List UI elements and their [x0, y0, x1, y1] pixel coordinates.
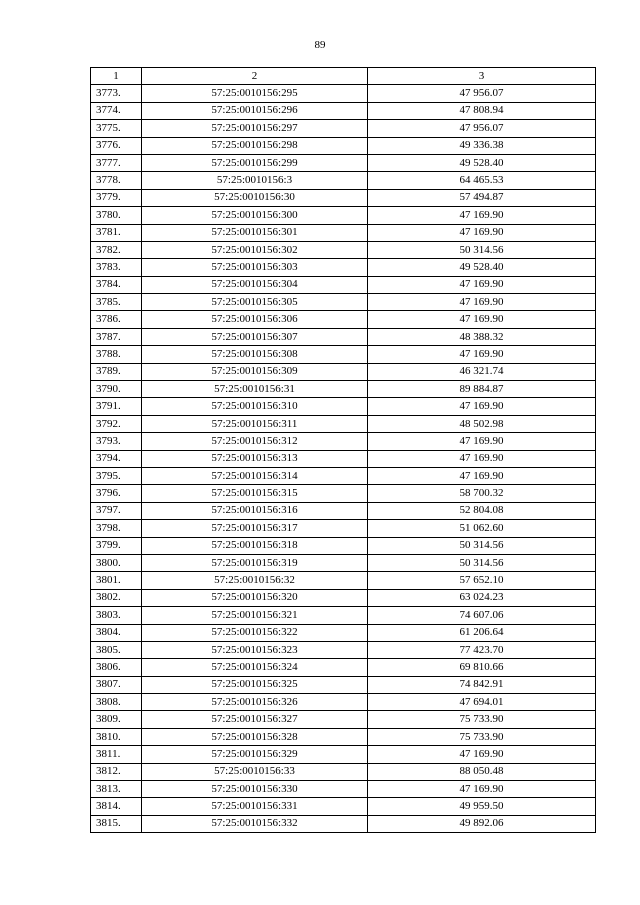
cadastral-number: 57:25:0010156:306 [142, 311, 368, 328]
row-number: 3791. [91, 398, 142, 415]
table-row [91, 102, 596, 119]
cadastral-value: 47 169.90 [368, 398, 596, 415]
cadastral-value: 50 314.56 [368, 554, 596, 571]
table-row [91, 346, 596, 363]
table-row [91, 815, 596, 832]
row-number: 3803. [91, 607, 142, 624]
cadastral-value: 47 169.90 [368, 224, 596, 241]
cadastral-number: 57:25:0010156:32 [142, 572, 368, 589]
table-row [91, 328, 596, 345]
row-number: 3793. [91, 433, 142, 450]
cadastral-number: 57:25:0010156:325 [142, 676, 368, 693]
cadastral-number: 57:25:0010156:326 [142, 694, 368, 711]
cadastral-value: 47 169.90 [368, 467, 596, 484]
cadastral-value: 74 842.91 [368, 676, 596, 693]
table-row [91, 276, 596, 293]
cadastral-value: 75 733.90 [368, 728, 596, 745]
row-number: 3795. [91, 467, 142, 484]
cadastral-value: 47 169.90 [368, 294, 596, 311]
table-row [91, 137, 596, 154]
table-row [91, 572, 596, 589]
row-number: 3790. [91, 381, 142, 398]
cadastral-number: 57:25:0010156:297 [142, 120, 368, 137]
cadastral-number: 57:25:0010156:296 [142, 102, 368, 119]
table-row [91, 415, 596, 432]
cadastral-value: 47 956.07 [368, 85, 596, 102]
row-number: 3800. [91, 554, 142, 571]
table-row [91, 224, 596, 241]
row-number: 3782. [91, 241, 142, 258]
cadastral-value: 52 804.08 [368, 502, 596, 519]
cadastral-value: 49 528.40 [368, 154, 596, 171]
row-number: 3774. [91, 102, 142, 119]
table-row [91, 676, 596, 693]
cadastral-number: 57:25:0010156:313 [142, 450, 368, 467]
cadastral-number: 57:25:0010156:304 [142, 276, 368, 293]
row-number: 3778. [91, 172, 142, 189]
row-number: 3806. [91, 659, 142, 676]
cadastral-number: 57:25:0010156:322 [142, 624, 368, 641]
column-header-1: 1 [91, 68, 142, 85]
cadastral-number: 57:25:0010156:317 [142, 520, 368, 537]
cadastral-value: 88 050.48 [368, 763, 596, 780]
cadastral-number: 57:25:0010156:303 [142, 259, 368, 276]
table-row [91, 624, 596, 641]
row-number: 3814. [91, 798, 142, 815]
cadastral-number: 57:25:0010156:299 [142, 154, 368, 171]
table-row [91, 641, 596, 658]
table-row [91, 520, 596, 537]
cadastral-number: 57:25:0010156:307 [142, 328, 368, 345]
row-number: 3801. [91, 572, 142, 589]
cadastral-value: 50 314.56 [368, 241, 596, 258]
row-number: 3804. [91, 624, 142, 641]
cadastral-number: 57:25:0010156:301 [142, 224, 368, 241]
row-number: 3777. [91, 154, 142, 171]
cadastral-number: 57:25:0010156:320 [142, 589, 368, 606]
column-header-3: 3 [368, 68, 596, 85]
cadastral-number: 57:25:0010156:3 [142, 172, 368, 189]
cadastral-number: 57:25:0010156:31 [142, 381, 368, 398]
cadastral-number: 57:25:0010156:314 [142, 467, 368, 484]
cadastral-value: 49 892.06 [368, 815, 596, 832]
cadastral-number: 57:25:0010156:330 [142, 781, 368, 798]
cadastral-value: 47 169.90 [368, 746, 596, 763]
table-row [91, 450, 596, 467]
table-row [91, 85, 596, 102]
row-number: 3813. [91, 781, 142, 798]
cadastral-value: 51 062.60 [368, 520, 596, 537]
cadastral-number: 57:25:0010156:311 [142, 415, 368, 432]
table-row [91, 294, 596, 311]
table-row [91, 728, 596, 745]
table-row [91, 798, 596, 815]
cadastral-value: 57 652.10 [368, 572, 596, 589]
row-number: 3788. [91, 346, 142, 363]
cadastral-number: 57:25:0010156:331 [142, 798, 368, 815]
table-row [91, 781, 596, 798]
cadastral-number: 57:25:0010156:316 [142, 502, 368, 519]
cadastral-number: 57:25:0010156:327 [142, 711, 368, 728]
table-row [91, 311, 596, 328]
row-number: 3797. [91, 502, 142, 519]
row-number: 3799. [91, 537, 142, 554]
row-number: 3783. [91, 259, 142, 276]
row-number: 3780. [91, 207, 142, 224]
table-row [91, 381, 596, 398]
cadastral-value: 63 024.23 [368, 589, 596, 606]
cadastral-number: 57:25:0010156:328 [142, 728, 368, 745]
cadastral-number: 57:25:0010156:305 [142, 294, 368, 311]
cadastral-number: 57:25:0010156:308 [142, 346, 368, 363]
row-number: 3796. [91, 485, 142, 502]
table-row [91, 485, 596, 502]
table-row [91, 746, 596, 763]
table-row [91, 154, 596, 171]
table-row [91, 589, 596, 606]
row-number: 3811. [91, 746, 142, 763]
table-body [91, 85, 596, 833]
cadastral-value: 47 808.94 [368, 102, 596, 119]
table-row [91, 554, 596, 571]
cadastral-value: 69 810.66 [368, 659, 596, 676]
column-header-2: 2 [142, 68, 368, 85]
row-number: 3798. [91, 520, 142, 537]
cadastral-value: 58 700.32 [368, 485, 596, 502]
cadastral-value: 47 956.07 [368, 120, 596, 137]
row-number: 3786. [91, 311, 142, 328]
table-row [91, 467, 596, 484]
cadastral-value: 47 169.90 [368, 450, 596, 467]
cadastral-value: 47 169.90 [368, 346, 596, 363]
cadastral-value: 77 423.70 [368, 641, 596, 658]
cadastral-value: 49 336.38 [368, 137, 596, 154]
table-row [91, 363, 596, 380]
table-row [91, 120, 596, 137]
cadastral-number: 57:25:0010156:298 [142, 137, 368, 154]
cadastral-number: 57:25:0010156:312 [142, 433, 368, 450]
row-number: 3784. [91, 276, 142, 293]
cadastral-value: 61 206.64 [368, 624, 596, 641]
cadastral-number: 57:25:0010156:321 [142, 607, 368, 624]
page-number: 89 [314, 39, 326, 51]
row-number: 3776. [91, 137, 142, 154]
table-row [91, 694, 596, 711]
cadastral-number: 57:25:0010156:324 [142, 659, 368, 676]
table-row [91, 763, 596, 780]
cadastral-number: 57:25:0010156:309 [142, 363, 368, 380]
row-number: 3812. [91, 763, 142, 780]
cadastral-number: 57:25:0010156:295 [142, 85, 368, 102]
table-row [91, 241, 596, 258]
cadastral-number: 57:25:0010156:323 [142, 641, 368, 658]
table-row [91, 502, 596, 519]
table-row [91, 711, 596, 728]
cadastral-value: 47 169.90 [368, 433, 596, 450]
cadastral-value: 47 694.01 [368, 694, 596, 711]
cadastral-number: 57:25:0010156:300 [142, 207, 368, 224]
cadastral-value: 50 314.56 [368, 537, 596, 554]
cadastral-value: 64 465.53 [368, 172, 596, 189]
cadastral-value: 49 959.50 [368, 798, 596, 815]
row-number: 3802. [91, 589, 142, 606]
cadastral-number: 57:25:0010156:329 [142, 746, 368, 763]
row-number: 3779. [91, 189, 142, 206]
cadastral-number: 57:25:0010156:30 [142, 189, 368, 206]
row-number: 3808. [91, 694, 142, 711]
row-number: 3789. [91, 363, 142, 380]
cadastral-number: 57:25:0010156:310 [142, 398, 368, 415]
cadastral-value: 47 169.90 [368, 207, 596, 224]
row-number: 3809. [91, 711, 142, 728]
table-row [91, 433, 596, 450]
cadastral-number: 57:25:0010156:319 [142, 554, 368, 571]
row-number: 3805. [91, 641, 142, 658]
table-row [91, 189, 596, 206]
cadastral-value: 89 884.87 [368, 381, 596, 398]
table-row [91, 607, 596, 624]
cadastral-number: 57:25:0010156:332 [142, 815, 368, 832]
cadastral-value: 46 321.74 [368, 363, 596, 380]
row-number: 3807. [91, 676, 142, 693]
cadastral-value: 48 388.32 [368, 328, 596, 345]
row-number: 3787. [91, 328, 142, 345]
row-number: 3775. [91, 120, 142, 137]
table-row [91, 207, 596, 224]
cadastral-value: 47 169.90 [368, 311, 596, 328]
cadastral-value: 49 528.40 [368, 259, 596, 276]
table-row [91, 259, 596, 276]
table-row [91, 537, 596, 554]
cadastral-value: 47 169.90 [368, 781, 596, 798]
table-row [91, 659, 596, 676]
cadastral-number: 57:25:0010156:318 [142, 537, 368, 554]
cadastral-value: 47 169.90 [368, 276, 596, 293]
cadastral-number: 57:25:0010156:33 [142, 763, 368, 780]
row-number: 3773. [91, 85, 142, 102]
cadastral-value: 74 607.06 [368, 607, 596, 624]
row-number: 3815. [91, 815, 142, 832]
cadastral-value: 48 502.98 [368, 415, 596, 432]
cadastral-value-table [90, 67, 596, 833]
row-number: 3785. [91, 294, 142, 311]
row-number: 3792. [91, 415, 142, 432]
table-row [91, 398, 596, 415]
row-number: 3781. [91, 224, 142, 241]
row-number: 3810. [91, 728, 142, 745]
table-row [91, 172, 596, 189]
cadastral-number: 57:25:0010156:302 [142, 241, 368, 258]
table-header-row [91, 68, 596, 85]
cadastral-number: 57:25:0010156:315 [142, 485, 368, 502]
row-number: 3794. [91, 450, 142, 467]
cadastral-value: 57 494.87 [368, 189, 596, 206]
cadastral-value: 75 733.90 [368, 711, 596, 728]
